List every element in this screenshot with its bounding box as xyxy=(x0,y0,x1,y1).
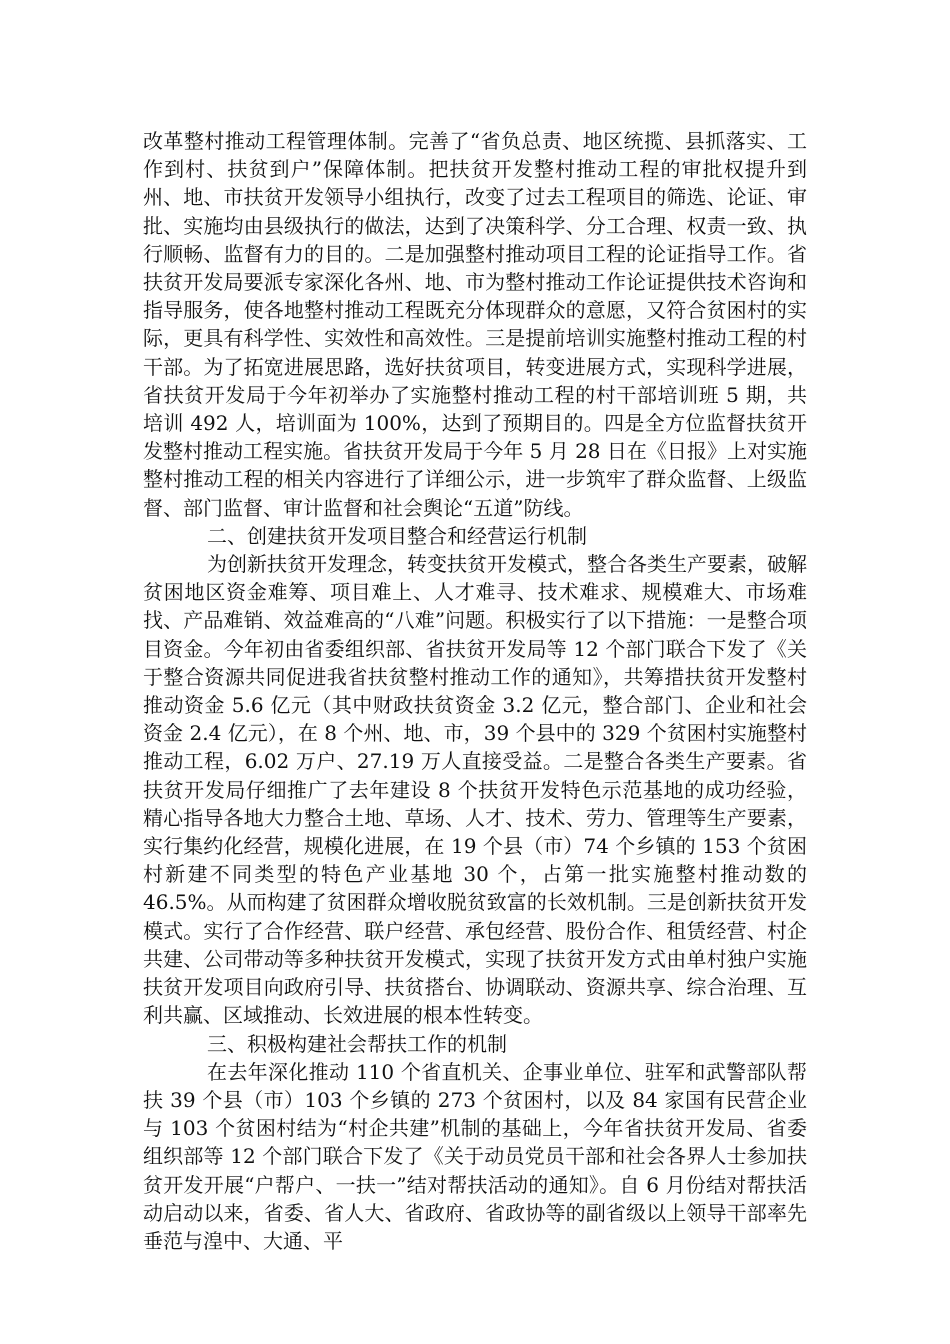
section-heading-2: 二、创建扶贫开发项目整合和经营运行机制 xyxy=(207,523,587,548)
document-body xyxy=(143,127,807,1255)
section-heading-3: 三、积极构建社会帮扶工作的机制 xyxy=(207,1031,507,1056)
paragraph-reform-management: 改革整村推动工程管理体制。完善了“省负总责、地区统揽、县抓落实、工作到村、扶贫到户”保障体制。把扶贫开发整村推动工程的审批权提升到州、地、市扶贫开发领导小组执行，改变了过去工程项目的筛选、论证、审批、实施均由县级执行的做法，达到了决策科学、分工合理、权责一致、执行顺畅、监督有力的目的。二是加强整村推动项目工程的论证指导工作。省扶贫开发局要派专家深化各州、地、市为整村推动工作论证提供技术咨询和指导服务，使各地整村推动工程既充分体现群众的意愿，又符合贫困村的实际，更具有科学性、实效性和高效性。三是提前培训实施整村推动工程的村干部。为了拓宽进展思路，选好扶贫项目，转变进展方式，实现科学进展，省扶贫开发局于今年初举办了实施整村推动工程的村干部培训班 5 期，共培训 492 人，培训面为 100%，达到了预期目的。四是全方位监督扶贫开发整村推动工程实施。省扶贫开发局于今年 5 月 28 日在《日报》上对实施整村推动工程的相关内容进行了详细公示，进一步筑牢了群众监督、上级监督、部门监督、审计监督和社会舆论“五道”防线。 xyxy=(143,129,807,520)
paragraph-integration-mechanism: 为创新扶贫开发理念，转变扶贫开发模式，整合各类生产要素，破解贫困地区资金难筹、项目难上、人才难寻、技术难求、规模难大、市场难找、产品难销、效益难高的“八难”问题。积极实行了以下措施：一是整合项目资金。今年初由省委组织部、省扶贫开发局等 12 个部门联合下发了《关于整合资源共同促进我省扶贫整村推动工作的通知》，共筹措扶贫开发整村推动资金 5.6 亿元（其中财政扶贫资金 3.2 亿元，整合部门、企业和社会资金 2.4 亿元），在 8 个州、地、市，39 个县中的 329 个贫困村实施整村推动工程，6.02 万户、27.19 万人直接受益。二是整合各类生产要素。省扶贫开发局仔细推广了去年建设 8 个扶贫开发特色示范基地的成功经验，精心指导各地大力整合土地、草场、人才、技术、劳力、管理等生产要素，实行集约化经营，规模化进展，在 19 个县（市）74 个乡镇的 153 个贫困村新建不同类型的特色产业基地 30 个，占第一批实施整村推动数的 46.5%。从而构建了贫困群众增收脱贫致富的长效机制。三是创新扶贫开发模式。实行了合作经营、联户经营、承包经营、股份合作、租赁经营、村企共建、公司带动等多种扶贫开发模式，实现了扶贫开发方式由单村独户实施扶贫开发项目向政府引导、扶贫搭台、协调联动、资源共享、综合治理、互利共赢、区域推动、长效进展的根本性转变。 xyxy=(143,552,807,1028)
paragraph-social-assistance: 在去年深化推动 110 个省直机关、企事业单位、驻军和武警部队帮扶 39 个县（市）103 个乡镇的 273 个贫困村，以及 84 家国有民营企业与 103 个贫困村结为“村企共建”机制的基础上，今年省扶贫开发局、省委组织部等 12 个部门联合下发了《关于动员党员干部和社会各界人士参加扶贫开发开展“户帮户、一扶一”结对帮扶活动的通知》。自 6 月份结对帮扶活动启动以来，省委、省人大、省政府、省政协等的副省级以上领导干部率先垂范与湟中、大通、平 xyxy=(143,1059,807,1253)
